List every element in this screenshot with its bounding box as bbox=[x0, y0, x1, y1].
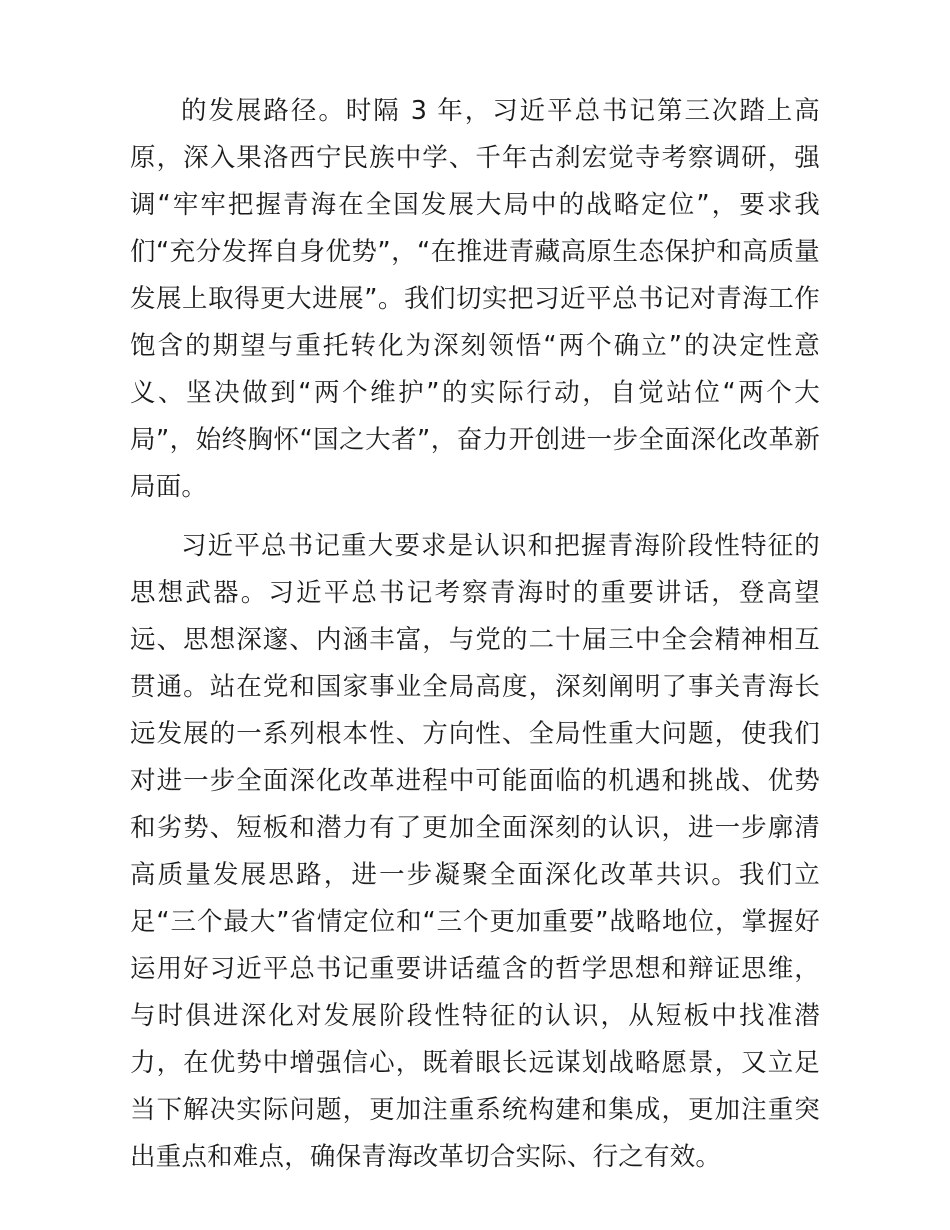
document-body bbox=[130, 88, 820, 1181]
paragraph: 习近平总书记重大要求是认识和把握青海阶段性特征的思想武器。习近平总书记考察青海时的重要讲话，登高望远、思想深邃、内涵丰富，与党的二十届三中全会精神相互贯通。站在党和国家事业全局高度，深刻阐明了事关青海长远发展的一系列根本性、方向性、全局性重大问题，使我们对进一步全面深化改革进程中可能面临的机遇和挑战、优势和劣势、短板和潜力有了更加全面深刻的认识，进一步廓清高质量发展思路，进一步凝聚全面深化改革共识。我们立足“三个最大”省情定位和“三个更加重要”战略地位，掌握好运用好习近平总书记重要讲话蕴含的哲学思想和辩证思维，与时俱进深化对发展阶段性特征的认识，从短板中找准潜力，在优势中增强信心，既着眼长远谋划战略愿景，又立足当下解决实际问题，更加注重系统构建和集成，更加注重突出重点和难点，确保青海改革切合实际、行之有效。 bbox=[130, 531, 820, 1172]
paragraph: 的发展路径。时隔 3 年，习近平总书记第三次踏上高原，深入果洛西宁民族中学、千年古刹宏觉寺考察调研，强调“牢牢把握青海在全国发展大局中的战略定位”，要求我们“充分发挥自身优势”，“在推进青藏高原生态保护和高质量发展上取得更大进展”。我们切实把习近平总书记对青海工作饱含的期望与重托转化为深刻领悟“两个确立”的决定性意义、坚决做到“两个维护”的实际行动，自觉站位“两个大局”，始终胸怀“国之大者”，奋力开创进一步全面深化改革新局面。 bbox=[130, 96, 820, 502]
